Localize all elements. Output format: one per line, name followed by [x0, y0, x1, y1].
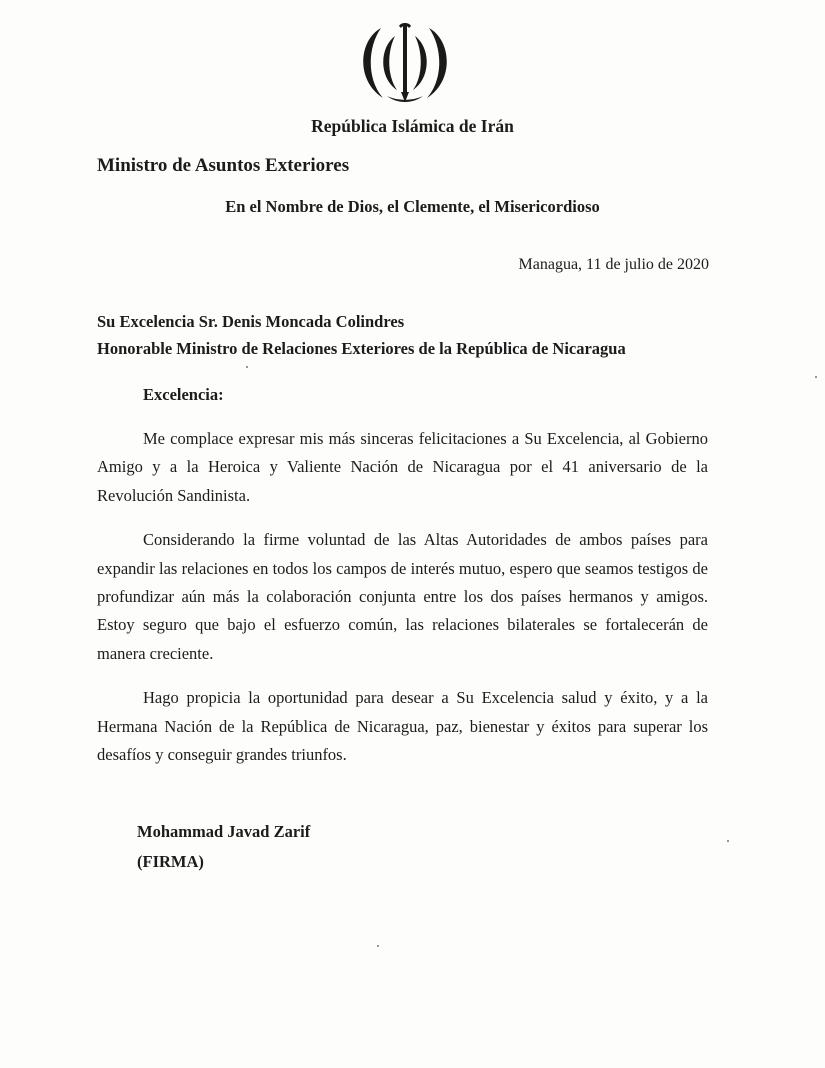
- signature-block: [137, 817, 310, 877]
- salutation: Excelencia:: [143, 385, 224, 404]
- letter-body: [97, 425, 708, 785]
- scan-speck: [246, 366, 248, 368]
- country-heading: República Islámica de Irán: [311, 116, 514, 136]
- scan-speck: [815, 376, 817, 378]
- ministry-heading: Ministro de Asuntos Exteriores: [97, 155, 350, 176]
- invocation-line: En el Nombre de Dios, el Clemente, el Misericordioso: [225, 197, 600, 216]
- letter-date: Managua, 11 de julio de 2020: [518, 256, 709, 273]
- addressee-title: Honorable Ministro de Relaciones Exteriores de la República de Nicaragua: [97, 339, 626, 358]
- scan-speck: [377, 945, 379, 947]
- addressee-block: [97, 308, 626, 362]
- body-paragraph: Hago propicia la oportunidad para desear a Su Excelencia salud y éxito, y a la Hermana Nación de la República de Nicaragua, paz, bienestar y éxitos para superar los desafíos y conseguir grandes triunfos.: [97, 688, 708, 765]
- scan-speck: [727, 840, 729, 842]
- iran-emblem-icon: [357, 22, 453, 106]
- body-paragraph: Considerando la firme voluntad de las Altas Autoridades de ambos países para expandir las relaciones en todos los campos de interés mutuo, espero que seamos testigos de profundizar aún más la colaboración conjunta entre los dos países hermanos y amigos. Estoy seguro que bajo el esfuerzo común, las relaciones bilaterales se fortalecerán de manera creciente.: [97, 530, 708, 663]
- body-paragraph: Me complace expresar mis más sinceras felicitaciones a Su Excelencia, al Gobierno Amigo y a la Heroica y Valiente Nación de Nicaragua por el 41 aniversario de la Revolución Sandinista.: [97, 429, 708, 505]
- signature-note: (FIRMA): [137, 852, 204, 871]
- signatory-name: Mohammad Javad Zarif: [137, 822, 311, 841]
- addressee-name: Su Excelencia Sr. Denis Moncada Colindres: [97, 312, 405, 331]
